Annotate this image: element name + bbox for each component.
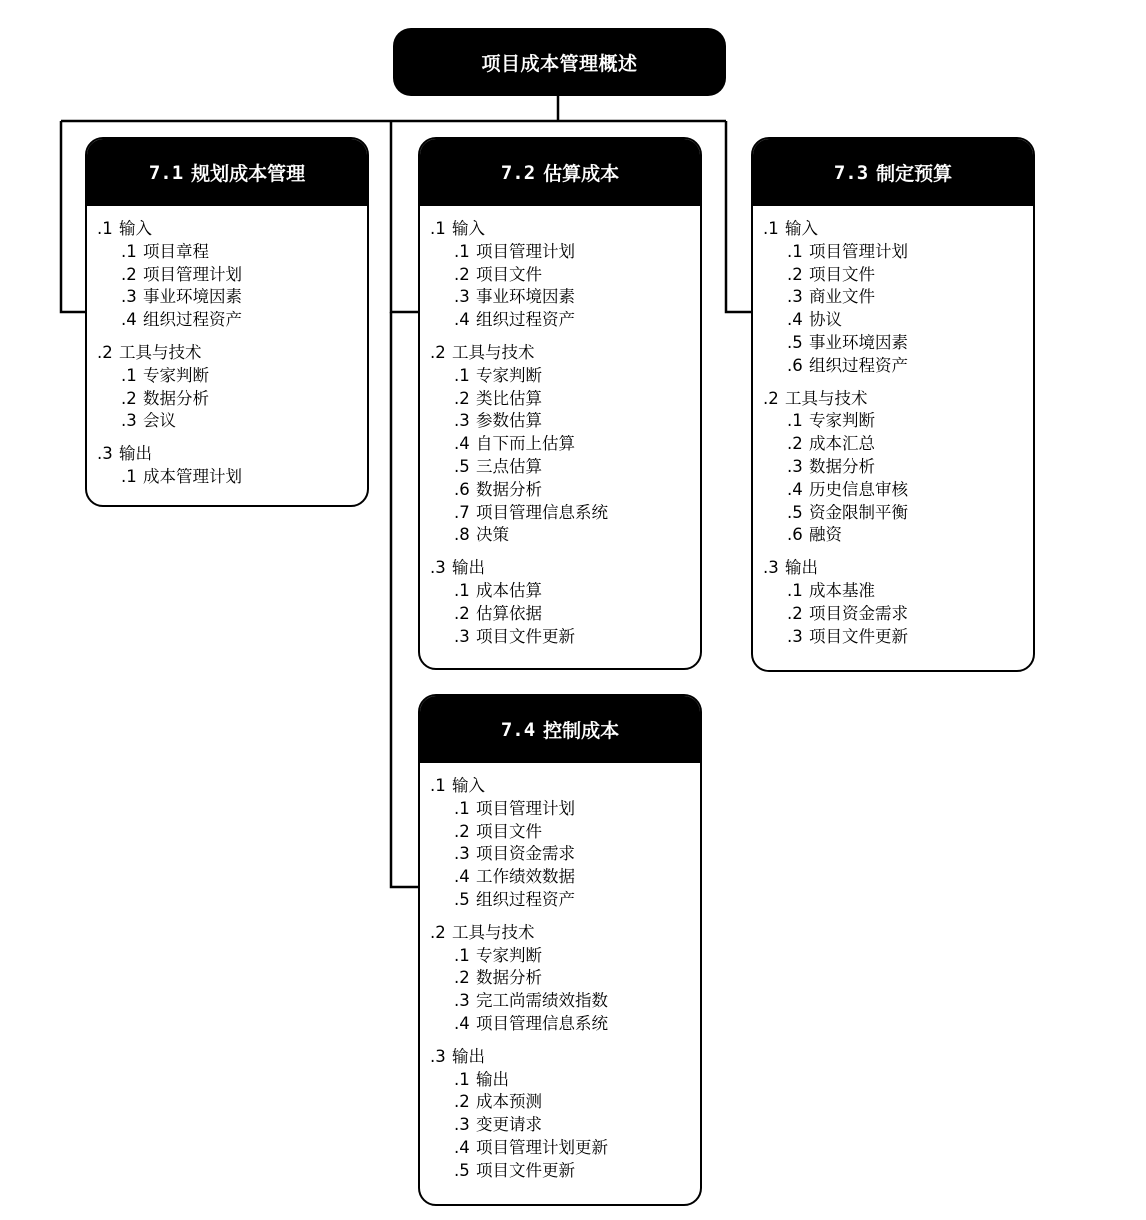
item-number: .1 — [787, 580, 803, 600]
item-label: 决策 — [476, 525, 509, 545]
section-number: .2 — [430, 922, 446, 942]
section-number: .3 — [430, 1046, 446, 1066]
process-name: 制定预算 — [876, 163, 953, 185]
list-item — [97, 264, 367, 287]
section-heading — [430, 557, 700, 580]
list-item — [97, 466, 367, 489]
item-label: 成本管理计划 — [143, 466, 242, 486]
list-item — [763, 433, 1033, 456]
list-item — [430, 502, 700, 525]
process-box-7-4 — [418, 694, 702, 1206]
item-label: 组织过程资产 — [476, 889, 575, 909]
process-name: 控制成本 — [543, 720, 620, 742]
section-label: 输入 — [452, 219, 485, 238]
item-number: .8 — [454, 525, 470, 545]
item-label: 项目管理信息系统 — [476, 502, 608, 522]
item-label: 参数估算 — [476, 411, 542, 431]
item-label: 项目资金需求 — [476, 844, 575, 864]
item-number: .6 — [787, 355, 803, 375]
item-number: .2 — [121, 264, 137, 284]
section-heading — [763, 388, 1033, 411]
process-body — [753, 206, 1033, 648]
item-label: 商业文件 — [809, 287, 875, 307]
item-label: 成本预测 — [476, 1092, 542, 1112]
list-item — [763, 603, 1033, 626]
item-number: .5 — [787, 502, 803, 522]
list-item — [430, 524, 700, 547]
section-heading — [430, 342, 700, 365]
item-number: .7 — [454, 502, 470, 522]
item-label: 自下而上估算 — [476, 434, 575, 454]
item-label: 成本估算 — [476, 580, 542, 600]
item-label: 估算依据 — [476, 603, 542, 623]
item-label: 事业环境因素 — [143, 287, 242, 307]
section-number: .1 — [97, 219, 113, 238]
section-inputs — [763, 218, 1033, 378]
item-number: .1 — [121, 241, 137, 261]
list-item — [430, 1114, 700, 1137]
list-item — [763, 524, 1033, 547]
list-item — [763, 626, 1033, 649]
item-number: .4 — [121, 310, 137, 330]
list-item — [430, 1091, 700, 1114]
list-item — [430, 264, 700, 287]
process-box-7-1 — [85, 137, 369, 507]
item-number: .4 — [787, 479, 803, 499]
section-heading — [430, 1046, 700, 1069]
process-name: 规划成本管理 — [191, 163, 306, 185]
section-tools-techniques — [97, 342, 367, 433]
section-heading — [763, 218, 1033, 241]
process-body — [87, 206, 367, 489]
item-number: .1 — [787, 411, 803, 431]
item-number: .2 — [454, 388, 470, 408]
item-number: .3 — [454, 1115, 470, 1135]
process-header — [420, 696, 700, 763]
item-number: .5 — [787, 332, 803, 352]
item-label: 专家判断 — [809, 411, 875, 431]
list-item — [430, 843, 700, 866]
list-item — [763, 580, 1033, 603]
section-heading — [763, 557, 1033, 580]
list-item — [763, 502, 1033, 525]
section-number: .1 — [763, 219, 779, 238]
item-label: 专家判断 — [143, 365, 209, 385]
list-item — [430, 945, 700, 968]
section-label: 输出 — [452, 558, 485, 578]
item-label: 历史信息审核 — [809, 479, 908, 499]
list-item — [430, 603, 700, 626]
item-number: .1 — [454, 798, 470, 818]
process-body — [420, 206, 700, 648]
list-item — [763, 309, 1033, 332]
section-label: 输入 — [452, 776, 485, 795]
item-number: .3 — [121, 287, 137, 307]
process-number: 7.3 — [833, 161, 869, 184]
list-item — [430, 286, 700, 309]
list-item — [430, 580, 700, 603]
item-label: 项目文件更新 — [476, 626, 575, 646]
section-heading — [430, 218, 700, 241]
item-number: .4 — [454, 1137, 470, 1157]
item-label: 组织过程资产 — [476, 310, 575, 330]
item-label: 项目文件 — [809, 264, 875, 284]
list-item — [430, 866, 700, 889]
section-label: 工具与技术 — [452, 342, 535, 362]
item-number: .4 — [454, 310, 470, 330]
process-header — [87, 139, 367, 206]
section-outputs — [430, 1046, 700, 1183]
overview-title: 项目成本管理概述 — [481, 52, 638, 75]
item-label: 项目管理信息系统 — [476, 1013, 608, 1033]
item-number: .3 — [787, 626, 803, 646]
item-label: 项目资金需求 — [809, 603, 908, 623]
item-number: .6 — [454, 479, 470, 499]
section-number: .2 — [97, 342, 113, 362]
item-label: 完工尚需绩效指数 — [476, 991, 608, 1011]
section-number: .3 — [763, 558, 779, 578]
item-label: 项目文件更新 — [809, 626, 908, 646]
item-number: .1 — [121, 365, 137, 385]
item-number: .3 — [454, 626, 470, 646]
process-number: 7.4 — [500, 718, 536, 741]
list-item — [763, 286, 1033, 309]
item-number: .2 — [787, 434, 803, 454]
item-label: 项目管理计划 — [809, 241, 908, 261]
list-item — [430, 479, 700, 502]
overview-title-box — [393, 28, 726, 96]
item-label: 会议 — [143, 411, 176, 431]
process-header — [753, 139, 1033, 206]
list-item — [763, 355, 1033, 378]
section-outputs — [763, 557, 1033, 648]
item-number: .5 — [454, 889, 470, 909]
list-item — [97, 388, 367, 411]
list-item — [430, 626, 700, 649]
item-label: 专家判断 — [476, 945, 542, 965]
item-label: 项目文件更新 — [476, 1160, 575, 1180]
section-label: 工具与技术 — [452, 922, 535, 942]
item-number: .3 — [787, 456, 803, 476]
section-number: .2 — [430, 342, 446, 362]
section-outputs — [97, 443, 367, 489]
process-number: 7.2 — [500, 161, 536, 184]
item-label: 组织过程资产 — [809, 355, 908, 375]
section-heading — [97, 443, 367, 466]
item-number: .3 — [454, 287, 470, 307]
item-label: 项目文件 — [476, 821, 542, 841]
process-number: 7.1 — [148, 161, 184, 184]
list-item — [763, 456, 1033, 479]
section-inputs — [97, 218, 367, 332]
item-number: .4 — [787, 310, 803, 330]
section-heading — [430, 922, 700, 945]
item-number: .3 — [454, 411, 470, 431]
list-item — [430, 456, 700, 479]
item-number: .2 — [454, 1092, 470, 1112]
section-inputs — [430, 218, 700, 332]
list-item — [430, 365, 700, 388]
item-number: .1 — [454, 241, 470, 261]
list-item — [430, 433, 700, 456]
item-label: 类比估算 — [476, 388, 542, 408]
list-item — [430, 410, 700, 433]
section-label: 输入 — [119, 219, 152, 238]
item-label: 数据分析 — [476, 479, 542, 499]
item-number: .3 — [787, 287, 803, 307]
item-number: .1 — [454, 580, 470, 600]
section-heading — [97, 342, 367, 365]
section-tools-techniques — [430, 922, 700, 1036]
list-item — [97, 241, 367, 264]
process-box-7-3 — [751, 137, 1035, 672]
list-item — [430, 309, 700, 332]
item-label: 组织过程资产 — [143, 310, 242, 330]
process-body — [420, 763, 700, 1183]
section-number: .2 — [763, 388, 779, 408]
section-label: 工具与技术 — [119, 342, 202, 362]
item-number: .1 — [121, 466, 137, 486]
item-label: 数据分析 — [809, 456, 875, 476]
section-number: .3 — [97, 444, 113, 464]
list-item — [430, 388, 700, 411]
list-item — [430, 1069, 700, 1092]
list-item — [430, 990, 700, 1013]
list-item — [430, 1013, 700, 1036]
item-label: 数据分析 — [143, 388, 209, 408]
list-item — [430, 798, 700, 821]
item-number: .1 — [454, 365, 470, 385]
item-label: 项目管理计划 — [143, 264, 242, 284]
section-label: 输出 — [785, 558, 818, 578]
item-number: .6 — [787, 525, 803, 545]
item-number: .2 — [454, 821, 470, 841]
list-item — [763, 410, 1033, 433]
item-label: 项目管理计划 — [476, 798, 575, 818]
item-number: .5 — [454, 1160, 470, 1180]
item-label: 专家判断 — [476, 365, 542, 385]
item-number: .4 — [454, 1013, 470, 1033]
item-label: 三点估算 — [476, 456, 542, 476]
section-label: 输出 — [119, 444, 152, 464]
section-tools-techniques — [763, 388, 1033, 548]
section-label: 工具与技术 — [785, 388, 868, 408]
section-heading — [97, 218, 367, 241]
item-number: .2 — [454, 603, 470, 623]
item-number: .4 — [454, 434, 470, 454]
item-label: 成本汇总 — [809, 434, 875, 454]
list-item — [430, 967, 700, 990]
section-number: .3 — [430, 558, 446, 578]
list-item — [97, 410, 367, 433]
item-number: .2 — [787, 603, 803, 623]
list-item — [763, 264, 1033, 287]
item-label: 事业环境因素 — [809, 332, 908, 352]
item-label: 项目管理计划 — [476, 241, 575, 261]
item-number: .1 — [454, 945, 470, 965]
item-number: .1 — [787, 241, 803, 261]
section-outputs — [430, 557, 700, 648]
process-header — [420, 139, 700, 206]
item-label: 变更请求 — [476, 1115, 542, 1135]
list-item — [430, 1137, 700, 1160]
list-item — [97, 309, 367, 332]
item-number: .3 — [121, 411, 137, 431]
item-label: 输出 — [476, 1069, 509, 1089]
item-label: 协议 — [809, 310, 842, 330]
item-number: .5 — [454, 456, 470, 476]
item-label: 成本基准 — [809, 580, 875, 600]
list-item — [430, 889, 700, 912]
item-label: 数据分析 — [476, 968, 542, 988]
section-label: 输入 — [785, 219, 818, 238]
item-label: 项目管理计划更新 — [476, 1137, 608, 1157]
item-number: .1 — [454, 1069, 470, 1089]
process-box-7-2 — [418, 137, 702, 670]
item-number: .4 — [454, 867, 470, 887]
list-item — [430, 1160, 700, 1183]
item-number: .2 — [454, 264, 470, 284]
list-item — [97, 286, 367, 309]
section-heading — [430, 775, 700, 798]
item-label: 资金限制平衡 — [809, 502, 908, 522]
list-item — [97, 365, 367, 388]
item-label: 融资 — [809, 525, 842, 545]
item-label: 项目章程 — [143, 241, 209, 261]
section-tools-techniques — [430, 342, 700, 547]
item-number: .2 — [454, 968, 470, 988]
list-item — [763, 241, 1033, 264]
list-item — [763, 479, 1033, 502]
item-label: 事业环境因素 — [476, 287, 575, 307]
list-item — [430, 821, 700, 844]
item-number: .3 — [454, 844, 470, 864]
section-label: 输出 — [452, 1046, 485, 1066]
item-label: 项目文件 — [476, 264, 542, 284]
list-item — [763, 332, 1033, 355]
section-inputs — [430, 775, 700, 912]
list-item — [430, 241, 700, 264]
item-number: .3 — [454, 991, 470, 1011]
item-label: 工作绩效数据 — [476, 867, 575, 887]
item-number: .2 — [787, 264, 803, 284]
section-number: .1 — [430, 219, 446, 238]
process-name: 估算成本 — [543, 163, 620, 185]
item-number: .2 — [121, 388, 137, 408]
section-number: .1 — [430, 776, 446, 795]
